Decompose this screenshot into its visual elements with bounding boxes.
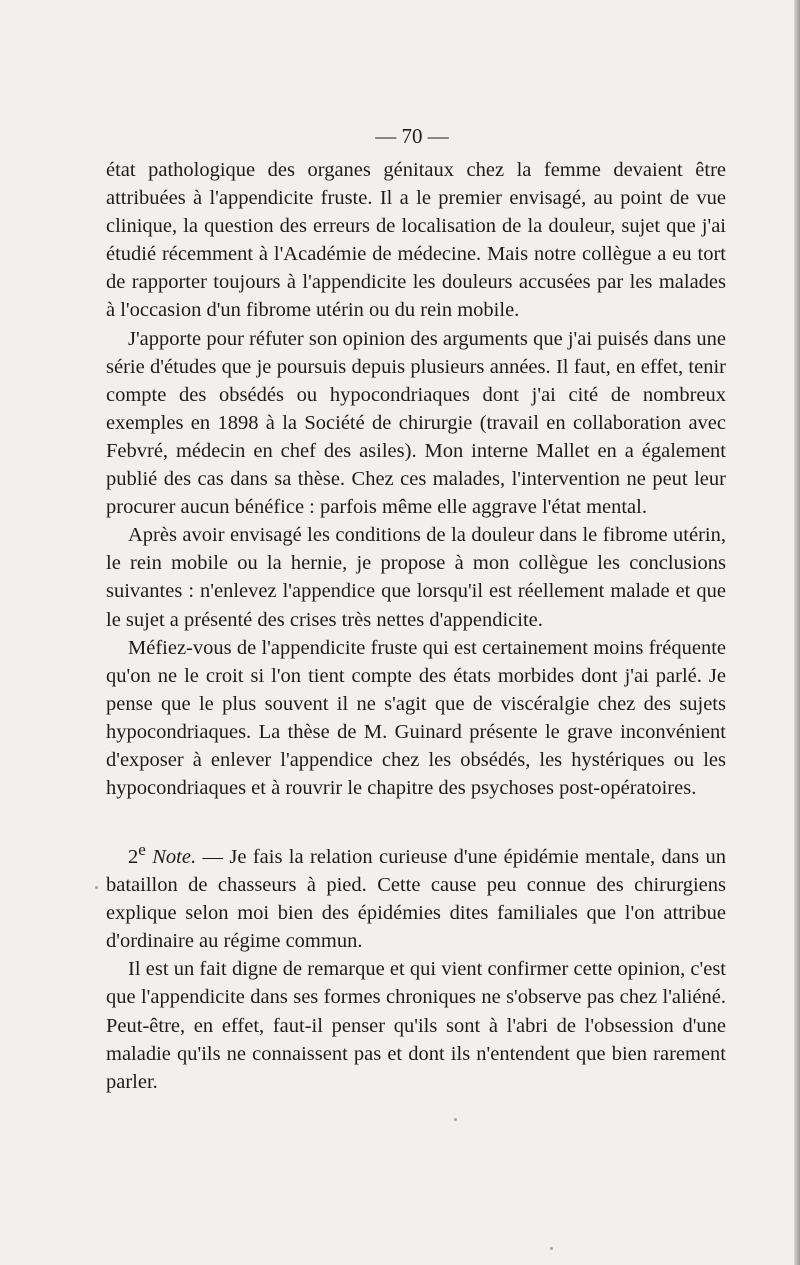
note-label: Note. bbox=[152, 845, 197, 868]
paragraph-2: J'apporte pour réfuter son opinion des arguments que j'ai puisés dans une série d'études que je poursuis depuis plusieurs années. Il faut, en effet, tenir compte des obsédés ou hypocondriaques dont j'ai cité de nombreux exemples en 1898 à la Société de chirurgie (travail en collaboration avec Febvré, médecin en chef des asiles). Mon interne Mallet en a également publié des cas dans sa thèse. Chez ces malades, l'intervention ne peut leur procurer aucun bénéfice : parfois même elle aggrave l'état mental. bbox=[106, 327, 726, 519]
page-number: — 70 — bbox=[375, 124, 449, 148]
paragraph-3: Après avoir envisagé les conditions de la douleur dans le fibrome utérin, le rein mobile ou la hernie, je propose à mon collègue les conclusions suivantes : n'enlevez l'appendice que lorsqu'il est réellement malade et que le sujet a présenté des crises très nettes d'appendicite. bbox=[106, 524, 726, 631]
body-text bbox=[106, 156, 726, 1096]
page-edge bbox=[794, 0, 800, 1265]
ink-speck bbox=[95, 886, 98, 889]
note-text: — Je fais la relation curieuse d'une épidémie mentale, dans un bataillon de chasseurs à pied. Cette cause peu connue des chirurgiens explique selon moi bien des épidémies dites familiales que l'on attribue d'ordinaire au régime commun. bbox=[106, 845, 726, 953]
ink-speck bbox=[550, 1247, 553, 1250]
note-number: 2 bbox=[128, 845, 139, 868]
note-paragraph bbox=[106, 836, 726, 955]
closing-paragraph: Il est un fait digne de remarque et qui vient confirmer cette opinion, c'est que l'appendicite dans ses formes chroniques ne s'observe pas chez l'aliéné. Peut-être, en effet, faut-il penser qu'ils sont à l'abri de l'obsession d'une maladie qu'ils ne connaissent pas et dont ils n'entendent que bien rarement parler. bbox=[106, 958, 726, 1093]
paragraph-4: Méfiez-vous de l'appendicite fruste qui est certainement moins fréquente qu'on ne le croit si l'on tient compte des états morbides dont j'ai parlé. Je pense que le plus souvent il ne s'agit que de viscéralgie chez des sujets hypocondriaques. La thèse de M. Guinard présente le grave inconvénient d'exposer à enlever l'appendice chez les obsédés, les hystériques ou les hypocondriaques et à rouvrir le chapitre des psychoses post-opératoires. bbox=[106, 636, 726, 800]
note-superscript: e bbox=[138, 840, 146, 860]
ink-speck bbox=[454, 1118, 457, 1121]
paragraph-1: état pathologique des organes génitaux chez la femme devaient être attribuées à l'appendicite fruste. Il a le premier envisagé, au point de vue clinique, la question des erreurs de localisation de la douleur, sujet que j'ai étudié récemment à l'Académie de médecine. Mais notre collègue a eu tort de rapporter toujours à l'appendicite les douleurs accusées par les malades à l'occasion d'un fibrome utérin ou du rein mobile. bbox=[106, 159, 726, 322]
